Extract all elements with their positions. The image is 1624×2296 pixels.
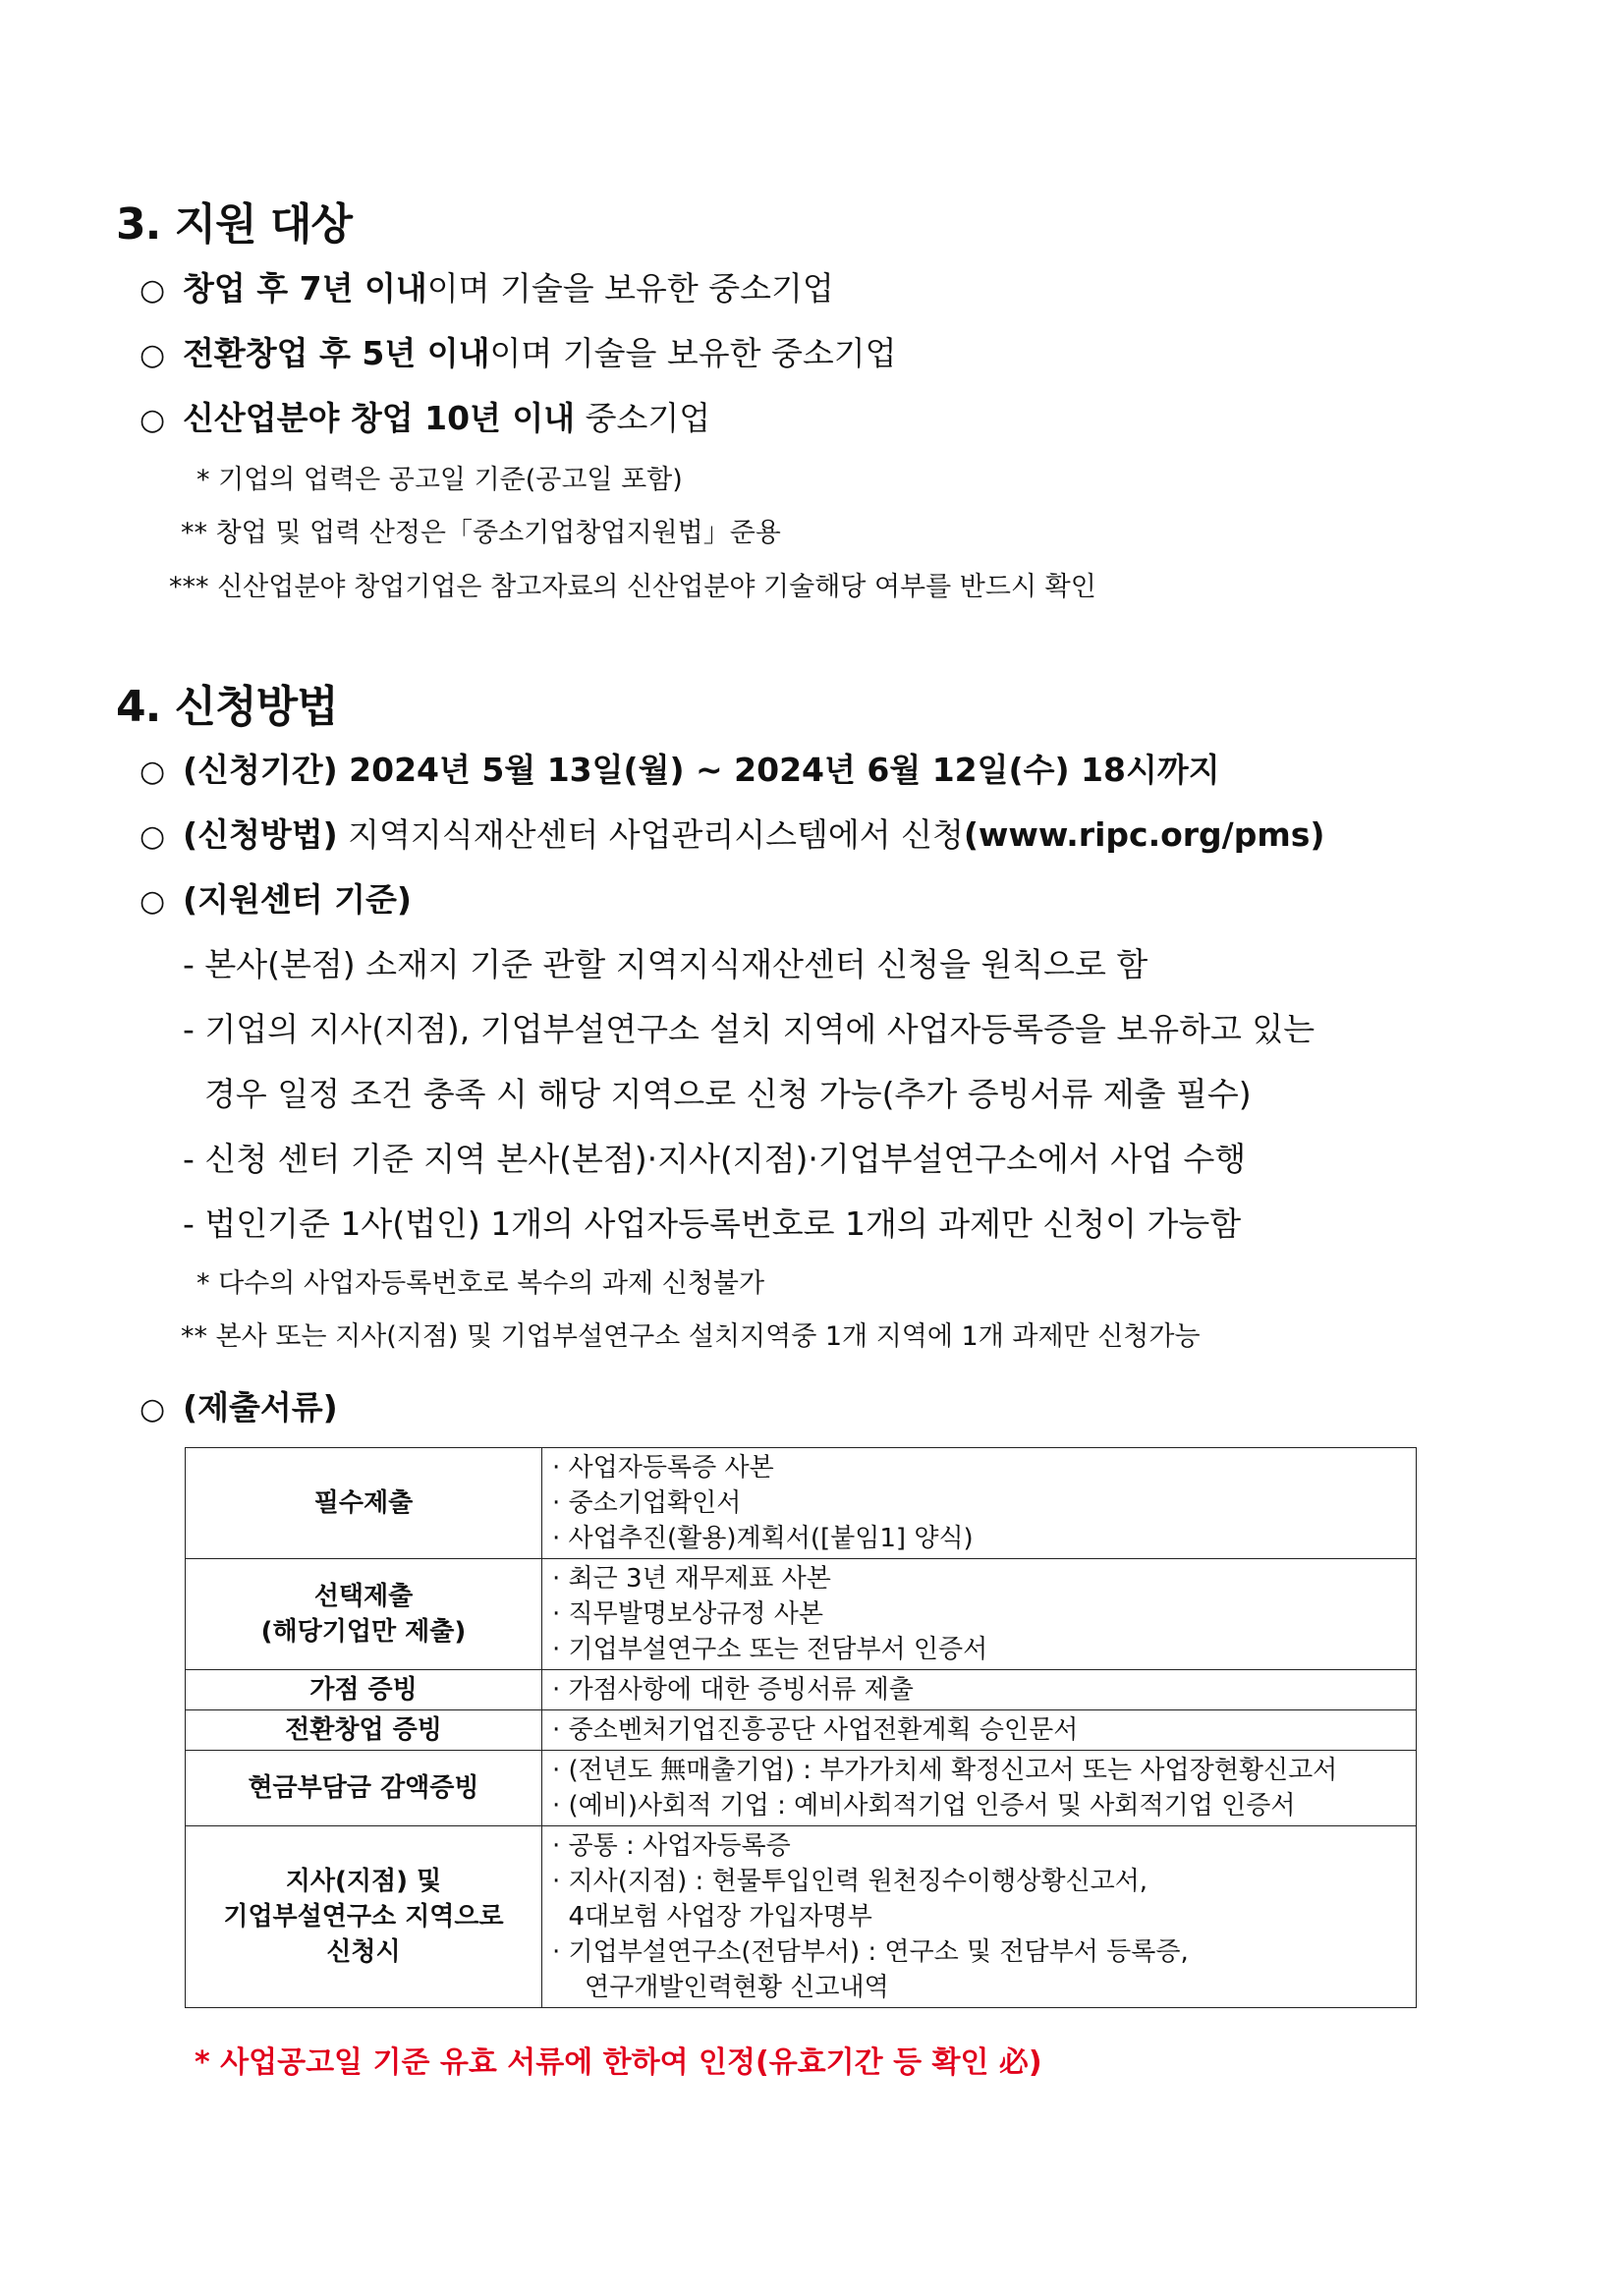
section3-title: 3. 지원 대상 xyxy=(116,199,352,250)
document-item: · 지사(지점) : 현물투입인력 원천징수이행상황신고서, xyxy=(552,1867,1148,1896)
section3-bullet-1 xyxy=(140,263,834,309)
section3-note-1: * 기업의 업력은 공고일 기준(공고일 포함) xyxy=(196,465,683,495)
document-item: · 중소기업확인서 xyxy=(552,1488,742,1518)
bullet-bold-text: (신청기간) 2024년 5월 13일(월) ~ 2024년 6월 12일(수) 18시까지 xyxy=(183,751,1220,789)
table-row-items xyxy=(542,1751,1417,1826)
circle-bullet-icon: ○ xyxy=(140,1392,166,1427)
footer-note: * 사업공고일 기준 유효 서류에 한하여 인정(유효기간 등 확인 必) xyxy=(195,2045,1042,2080)
table-row xyxy=(186,1559,1417,1670)
circle-bullet-icon: ○ xyxy=(140,338,166,372)
circle-bullet-icon: ○ xyxy=(140,755,166,789)
circle-bullet-icon: ○ xyxy=(140,819,166,854)
table-row-label: 현금부담금 감액증빙 xyxy=(186,1751,542,1826)
circle-bullet-icon: ○ xyxy=(140,403,166,437)
bullet-text: 이며 기술을 보유한 중소기업 xyxy=(426,269,834,308)
document-item: · 최근 3년 재무제표 사본 xyxy=(552,1564,831,1594)
section4-bullet-docs xyxy=(140,1382,338,1428)
required-documents-table xyxy=(185,1447,1417,2008)
circle-bullet-icon: ○ xyxy=(140,884,166,919)
document-item: 연구개발인력현황 신고내역 xyxy=(552,1973,889,2002)
bullet-bold-text: 창업 후 7년 이내 xyxy=(183,269,427,308)
table-row-label: 선택제출 (해당기업만 제출) xyxy=(186,1559,542,1670)
table-row-label: 전환창업 증빙 xyxy=(186,1710,542,1751)
dash-line-3: - 신청 센터 기준 지역 본사(본점)·지사(지점)·기업부설연구소에서 사업 수행 xyxy=(183,1140,1247,1178)
dash-line-2: - 기업의 지사(지점), 기업부설연구소 설치 지역에 사업자등록증을 보유하고 있는 xyxy=(183,1010,1316,1048)
section4-note-1: * 다수의 사업자등록번호로 복수의 과제 신청불가 xyxy=(196,1268,765,1299)
bullet-text: 중소기업 xyxy=(575,399,711,437)
document-item: · 공통 : 사업자등록증 xyxy=(552,1831,791,1861)
table-row xyxy=(186,1826,1417,2008)
table-row-items xyxy=(542,1826,1417,2008)
table-row-label: 가점 증빙 xyxy=(186,1670,542,1710)
bullet-bold-text: (신청방법) xyxy=(183,815,338,854)
table-row xyxy=(186,1751,1417,1826)
section3-note-3: *** 신산업분야 창업기업은 참고자료의 신산업분야 기술해당 여부를 반드시 확인 xyxy=(169,572,1096,602)
document-item: 4대보험 사업장 가입자명부 xyxy=(552,1902,872,1932)
table-row xyxy=(186,1710,1417,1751)
bullet-text: 지역지식재산센터 사업관리시스템에서 신청 xyxy=(337,815,964,854)
document-item: · 기업부설연구소 또는 전담부서 인증서 xyxy=(552,1635,988,1664)
table-row-items xyxy=(542,1559,1417,1670)
section3-bullet-2 xyxy=(140,328,896,374)
document-item: · (전년도 無매출기업) : 부가가치세 확정신고서 또는 사업장현황신고서 xyxy=(552,1756,1338,1785)
table-row-items xyxy=(542,1710,1417,1751)
table-row-items xyxy=(542,1448,1417,1559)
document-item: · 사업추진(활용)계획서([붙임1] 양식) xyxy=(552,1524,974,1553)
bullet-bold-text: (제출서류) xyxy=(183,1388,338,1427)
table-row-label: 필수제출 xyxy=(186,1448,542,1559)
table-row xyxy=(186,1670,1417,1710)
bullet-bold-text: 전환창업 후 5년 이내 xyxy=(183,334,490,372)
table-row-label: 지사(지점) 및 기업부설연구소 지역으로 신청시 xyxy=(186,1826,542,2008)
document-item: · 중소벤처기업진흥공단 사업전환계획 승인문서 xyxy=(552,1715,1079,1745)
document-item: · (예비)사회적 기업 : 예비사회적기업 인증서 및 사회적기업 인증서 xyxy=(552,1791,1296,1820)
dash-line-2-cont: 경우 일정 조건 충족 시 해당 지역으로 신청 가능(추가 증빙서류 제출 필수) xyxy=(204,1075,1252,1113)
section4-note-2: ** 본사 또는 지사(지점) 및 기업부설연구소 설치지역중 1개 지역에 1개 과제만 신청가능 xyxy=(181,1321,1201,1352)
bullet-text: 이며 기술을 보유한 중소기업 xyxy=(489,334,897,372)
table-row-items xyxy=(542,1670,1417,1710)
section3-bullet-3 xyxy=(140,393,710,439)
dash-line-4: - 법인기준 1사(법인) 1개의 사업자등록번호로 1개의 과제만 신청이 가능함 xyxy=(183,1204,1242,1243)
document-item: · 기업부설연구소(전담부서) : 연구소 및 전담부서 등록증, xyxy=(552,1937,1189,1967)
section4-title: 4. 신청방법 xyxy=(116,682,338,732)
section3-note-2: ** 창업 및 업력 산정은「중소기업창업지원법」준용 xyxy=(181,518,781,548)
dash-line-1: - 본사(본점) 소재지 기준 관할 지역지식재산센터 신청을 원칙으로 함 xyxy=(183,945,1148,983)
document-item: · 직무발명보상규정 사본 xyxy=(552,1599,823,1629)
section4-bullet-center xyxy=(140,874,412,921)
section4-bullet-method xyxy=(140,810,1324,856)
section4-bullet-period xyxy=(140,745,1220,791)
circle-bullet-icon: ○ xyxy=(140,273,166,308)
website-url: (www.ripc.org/pms) xyxy=(963,815,1325,854)
document-item: · 가점사항에 대한 증빙서류 제출 xyxy=(552,1675,914,1705)
bullet-bold-text: (지원센터 기준) xyxy=(183,880,412,919)
bullet-bold-text: 신산업분야 창업 10년 이내 xyxy=(183,399,576,437)
table-row xyxy=(186,1448,1417,1559)
document-item: · 사업자등록증 사본 xyxy=(552,1453,774,1483)
